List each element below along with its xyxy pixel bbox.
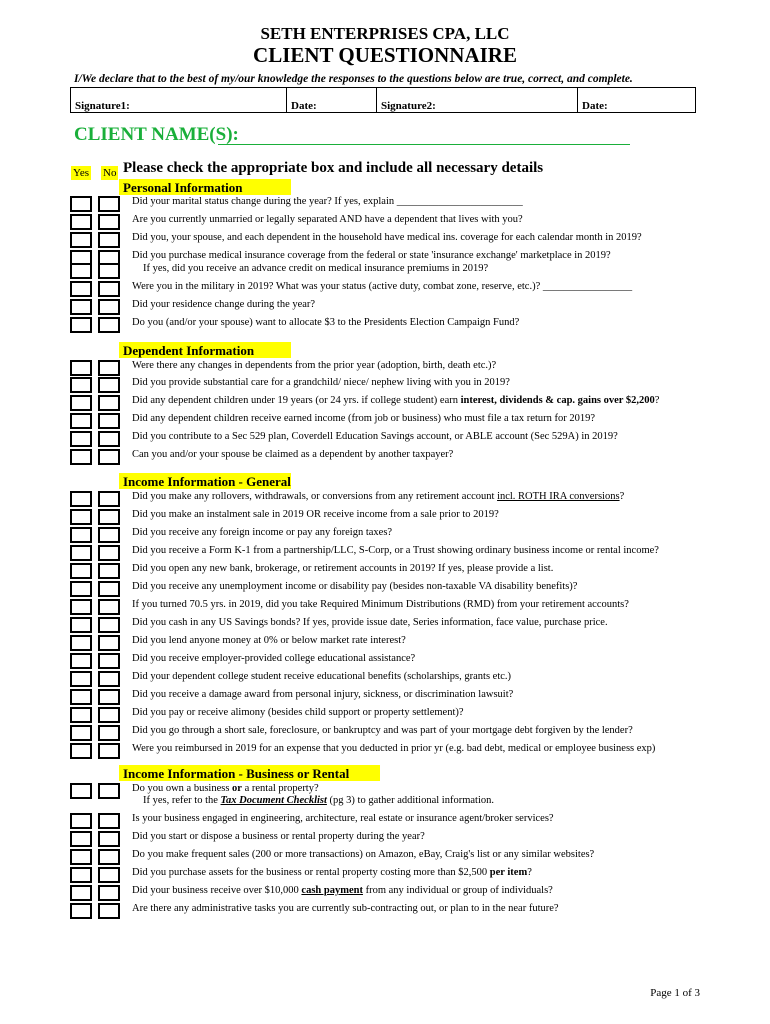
no-checkbox[interactable] <box>98 725 120 741</box>
question-text-part: ? <box>619 491 625 502</box>
question-row <box>70 866 760 884</box>
yes-checkbox[interactable] <box>70 527 92 543</box>
section-title-personal: Personal Information <box>119 179 291 195</box>
question-row <box>70 249 760 279</box>
no-checkbox[interactable] <box>98 707 120 723</box>
question-text: Did you go through a short sale, foreclosure, or bankruptcy and was part of your mortgage debt forgiven by the lender? <box>132 725 633 736</box>
question-row <box>70 231 760 249</box>
signature2-field[interactable] <box>377 88 578 112</box>
question-row <box>70 616 760 634</box>
yes-checkbox[interactable] <box>70 885 92 901</box>
yes-checkbox[interactable] <box>70 783 92 799</box>
question-text: Were you in the military in 2019? What was your status (active duty, combat zone, reserve, etc.)? _________________ <box>132 281 633 292</box>
yes-checkbox[interactable] <box>70 413 92 429</box>
question-text: Did you receive a damage award from personal injury, sickness, or discrimination lawsuit? <box>132 689 514 700</box>
no-checkbox[interactable] <box>98 653 120 669</box>
no-checkbox[interactable] <box>98 783 120 799</box>
question-row <box>70 376 760 394</box>
question-text: Did you pay or receive alimony (besides child support or property settlement)? <box>132 707 464 718</box>
section-title-dependent: Dependent Information <box>119 342 291 358</box>
no-column-header: No <box>103 167 117 179</box>
yes-checkbox[interactable] <box>70 281 92 297</box>
question-row <box>70 448 760 466</box>
question-text-part: Did your business receive over $10,000 <box>132 885 302 896</box>
yes-checkbox[interactable] <box>70 671 92 687</box>
no-checkbox[interactable] <box>98 617 120 633</box>
signature1-field[interactable] <box>71 88 287 112</box>
no-checkbox[interactable] <box>98 377 120 393</box>
yes-checkbox[interactable] <box>70 299 92 315</box>
question-text: Did your dependent college student receive educational benefits (scholarships, grants etc.) <box>132 671 512 682</box>
question-text-part: Did any dependent children under 19 years (or 24 yrs. if college student) earn <box>132 395 461 406</box>
yes-checkbox[interactable] <box>70 617 92 633</box>
question-text <box>132 884 553 897</box>
question-row <box>70 213 760 231</box>
question-row <box>70 430 760 448</box>
question-text <box>132 394 659 407</box>
no-checkbox[interactable] <box>98 196 120 212</box>
question-text: Can you and/or your spouse be claimed as a dependent by another taxpayer? <box>132 449 454 460</box>
question-text-part: Did you purchase assets for the business or rental property costing more than $2,500 <box>132 867 490 878</box>
yes-checkbox[interactable] <box>70 707 92 723</box>
instructions-text: Please check the appropriate box and include all necessary details <box>123 160 544 176</box>
date1-label: Date: <box>291 100 317 112</box>
yes-column-header: Yes <box>73 167 90 179</box>
no-checkbox[interactable] <box>98 317 120 333</box>
date2-label: Date: <box>582 100 608 112</box>
question-text: Did you receive any foreign income or pay any foreign taxes? <box>132 527 393 538</box>
question-text-part: a rental property? <box>241 783 319 794</box>
company-name: SETH ENTERPRISES CPA, LLC <box>260 24 510 43</box>
question-text: Are you currently unmarried or legally separated AND have a dependent that lives with you? <box>132 214 523 225</box>
question-row <box>70 830 760 848</box>
question-row <box>70 902 760 920</box>
question-text: Did you open any new bank, brokerage, or retirement accounts in 2019? If yes, please provide a list. <box>132 563 554 574</box>
no-checkbox[interactable] <box>98 671 120 687</box>
yes-checkbox[interactable] <box>70 317 92 333</box>
yes-checkbox[interactable] <box>70 545 92 561</box>
question-row <box>70 848 760 866</box>
yes-checkbox[interactable] <box>70 214 92 230</box>
question-text-part: from any individual or group of individuals? <box>362 885 553 896</box>
question-row <box>70 706 760 724</box>
yes-checkbox[interactable] <box>70 725 92 741</box>
question-subtext <box>143 794 494 807</box>
question-text: Do you (and/or your spouse) want to allocate $3 to the Presidents Election Campaign Fund? <box>132 317 520 328</box>
no-checkbox[interactable] <box>98 581 120 597</box>
no-checkbox[interactable] <box>98 903 120 919</box>
question-row <box>70 884 760 902</box>
yes-checkbox[interactable] <box>70 196 92 212</box>
question-text <box>132 866 532 879</box>
question-text-emphasis: interest, dividends & cap. gains over $2,200 <box>460 395 655 406</box>
no-checkbox[interactable] <box>98 563 120 579</box>
section-title-income-business: Income Information - Business or Rental <box>119 765 380 781</box>
yes-checkbox[interactable] <box>70 653 92 669</box>
question-row <box>70 634 760 652</box>
question-row <box>70 280 760 298</box>
question-text: Are there any administrative tasks you are currently sub-contracting out, or plan to in the near future? <box>132 903 559 914</box>
no-checkbox[interactable] <box>98 263 120 279</box>
client-name-input-line[interactable] <box>218 144 630 145</box>
no-checkbox[interactable] <box>98 281 120 297</box>
yes-checkbox[interactable] <box>70 743 92 759</box>
yes-checkbox[interactable] <box>70 581 92 597</box>
question-text: Did you cash in any US Savings bonds? If yes, provide issue date, Series information, face value, purchase price. <box>132 617 608 628</box>
no-checkbox[interactable] <box>98 431 120 447</box>
yes-checkbox[interactable] <box>70 903 92 919</box>
yes-checkbox[interactable] <box>70 509 92 525</box>
question-text: Did any dependent children receive earned income (from job or business) who must file a tax return for 2019? <box>132 413 596 424</box>
signature-table <box>70 87 696 113</box>
question-row <box>70 742 760 760</box>
yes-checkbox[interactable] <box>70 867 92 883</box>
question-text <box>132 490 624 503</box>
no-checkbox[interactable] <box>98 867 120 883</box>
question-text-part: (pg 3) to gather additional information. <box>326 795 495 806</box>
yes-checkbox[interactable] <box>70 395 92 411</box>
question-row <box>70 652 760 670</box>
yes-checkbox[interactable] <box>70 563 92 579</box>
question-text: Did your residence change during the year? <box>132 299 316 310</box>
no-checkbox[interactable] <box>98 813 120 829</box>
no-checkbox[interactable] <box>98 527 120 543</box>
no-checkbox[interactable] <box>98 635 120 651</box>
no-checkbox[interactable] <box>98 509 120 525</box>
question-row <box>70 359 760 377</box>
no-checkbox[interactable] <box>98 449 120 465</box>
question-text: Were there any changes in dependents from the prior year (adoption, birth, death etc.)? <box>132 360 497 371</box>
yes-checkbox[interactable] <box>70 689 92 705</box>
no-checkbox[interactable] <box>98 599 120 615</box>
question-text-part: Did you make any rollovers, withdrawals, or conversions from any retirement account <box>132 491 498 502</box>
signature2-label: Signature2: <box>381 100 436 112</box>
question-text: If you turned 70.5 yrs. in 2019, did you take Required Minimum Distributions (RMD) from your retirement accounts? <box>132 599 629 610</box>
question-row <box>70 598 760 616</box>
question-text-part: If yes, refer to the <box>143 795 221 806</box>
question-row <box>70 580 760 598</box>
question-row <box>70 688 760 706</box>
question-row <box>70 508 760 526</box>
question-text-part: ? <box>527 867 532 878</box>
yes-checkbox[interactable] <box>70 831 92 847</box>
question-row <box>70 544 760 562</box>
question-text-underlined: incl. ROTH IRA conversions <box>497 491 620 502</box>
question-text-emphasis: or <box>232 783 242 794</box>
yes-checkbox[interactable] <box>70 263 92 279</box>
no-checkbox[interactable] <box>98 214 120 230</box>
question-text: Did you start or dispose a business or rental property during the year? <box>132 831 425 842</box>
question-row <box>70 782 760 810</box>
question-row <box>70 490 760 508</box>
question-text: Did you receive employer-provided college educational assistance? <box>132 653 416 664</box>
yes-checkbox[interactable] <box>70 431 92 447</box>
no-checkbox[interactable] <box>98 360 120 376</box>
no-checkbox[interactable] <box>98 545 120 561</box>
question-text: Did you make an instalment sale in 2019 OR receive income from a sale prior to 2019? <box>132 509 499 520</box>
question-row <box>70 298 760 316</box>
question-text: Did you receive a Form K-1 from a partnership/LLC, S-Corp, or a Trust showing ordinary business income or rental income? <box>132 545 659 556</box>
yes-checkbox[interactable] <box>70 599 92 615</box>
question-row <box>70 412 760 430</box>
no-checkbox[interactable] <box>98 831 120 847</box>
question-text: Did you lend anyone money at 0% or below market rate interest? <box>132 635 406 646</box>
question-row <box>70 394 760 412</box>
question-text-emphasis: per item <box>489 867 528 878</box>
question-row <box>70 526 760 544</box>
no-checkbox[interactable] <box>98 413 120 429</box>
date1-field[interactable] <box>287 88 377 112</box>
no-checkbox[interactable] <box>98 849 120 865</box>
question-subtext: If yes, did you receive an advance credit on medical insurance premiums in 2019? <box>143 263 489 274</box>
yes-checkbox[interactable] <box>70 232 92 248</box>
tax-document-checklist-link[interactable]: Tax Document Checklist <box>220 795 327 806</box>
question-text: Do you make frequent sales (200 or more transactions) on Amazon, eBay, Craig's list or any similar websites? <box>132 849 595 860</box>
question-text-emphasis: cash payment <box>301 885 363 896</box>
signature1-label: Signature1: <box>75 100 130 112</box>
question-text-part: Do you own a business <box>132 783 233 794</box>
yes-checkbox[interactable] <box>70 813 92 829</box>
date2-field[interactable] <box>578 88 694 112</box>
question-row <box>70 195 760 213</box>
no-checkbox[interactable] <box>98 491 120 507</box>
question-text: Did you receive any unemployment income or disability pay (besides non-taxable VA disability benefits)? <box>132 581 578 592</box>
question-text: Did you contribute to a Sec 529 plan, Coverdell Education Savings account, or ABLE account (Sec 529A) in 2019? <box>132 431 618 442</box>
yes-checkbox[interactable] <box>70 849 92 865</box>
no-checkbox[interactable] <box>98 299 120 315</box>
question-text: Is your business engaged in engineering, architecture, real estate or insurance agent/broker services? <box>132 813 554 824</box>
yes-checkbox[interactable] <box>70 449 92 465</box>
question-text: Did you, your spouse, and each dependent in the household have medical ins. coverage for each calendar month in 2019? <box>132 232 642 243</box>
question-text: Did your marital status change during the year? If yes, explain ________________________ <box>132 196 523 207</box>
question-row <box>70 724 760 742</box>
page-number: Page 1 of 3 <box>650 987 700 999</box>
yes-checkbox[interactable] <box>70 491 92 507</box>
declaration-text: I/We declare that to the best of my/our knowledge the responses to the questions below are true, correct, and complete. <box>74 73 633 85</box>
no-checkbox[interactable] <box>98 232 120 248</box>
question-row <box>70 812 760 830</box>
question-text-part: ? <box>654 395 660 406</box>
question-row <box>70 562 760 580</box>
no-checkbox[interactable] <box>98 885 120 901</box>
yes-checkbox[interactable] <box>70 377 92 393</box>
section-title-income-general: Income Information - General <box>119 473 291 489</box>
no-checkbox[interactable] <box>98 743 120 759</box>
no-checkbox[interactable] <box>98 689 120 705</box>
yes-checkbox[interactable] <box>70 635 92 651</box>
question-text: Did you purchase medical insurance coverage from the federal or state 'insurance exchange' marketplace in 2019? <box>132 250 611 261</box>
document-title: CLIENT QUESTIONNAIRE <box>253 43 517 67</box>
no-checkbox[interactable] <box>98 395 120 411</box>
question-text: Were you reimbursed in 2019 for an expense that you deducted in prior yr (e.g. bad debt, medical or employee business exp) <box>132 743 656 754</box>
yes-checkbox[interactable] <box>70 360 92 376</box>
question-row <box>70 670 760 688</box>
question-text: Did you provide substantial care for a grandchild/ niece/ nephew living with you in 2019? <box>132 377 510 388</box>
client-name-label: CLIENT NAME(S): <box>74 124 239 145</box>
question-row <box>70 316 760 334</box>
